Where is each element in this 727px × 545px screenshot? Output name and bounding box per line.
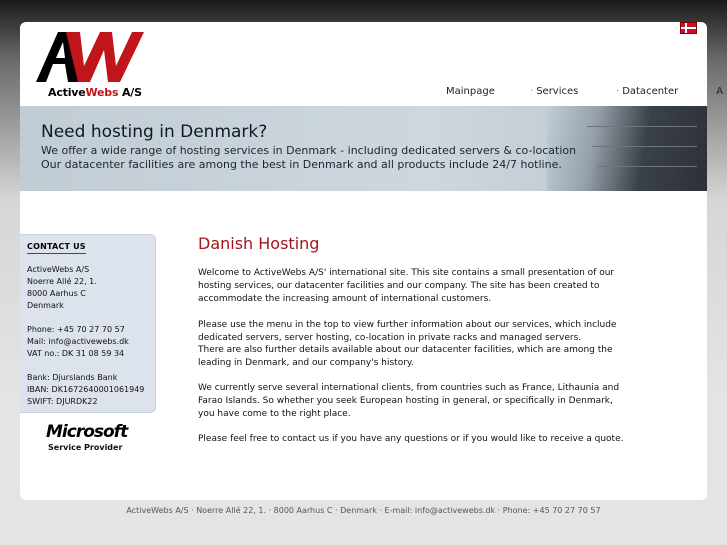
content-line: leading in Denmark, and our company's history. — [198, 358, 414, 368]
content-line: Welcome to ActiveWebs A/S' international site. This site contains a small presentation of our — [198, 268, 615, 278]
nav-datacenter[interactable]: · Datacenter — [616, 86, 679, 97]
page-heading: Danish Hosting — [198, 234, 320, 253]
content-line: Farao Islands. So whether you seek European hosting in general, or specifically in Denmark, — [198, 396, 613, 406]
microsoft-logo: Microsoft — [46, 422, 128, 442]
contact-line: ActiveWebs A/S — [27, 265, 90, 274]
contact-phone: Phone: +45 70 27 70 57 — [27, 325, 125, 334]
contact-iban: IBAN: DK1672640001061949 — [27, 385, 145, 394]
contact-mail[interactable]: Mail: info@activewebs.dk — [27, 337, 129, 346]
content-line: Please feel free to contact us if you have any questions or if you would like to receive a quote. — [198, 434, 624, 444]
content-line: We currently serve several international clients, from countries such as France, Lithaunia and — [198, 383, 620, 393]
banner-title: Need hosting in Denmark? — [41, 122, 268, 142]
nav-services[interactable]: · Services — [530, 86, 579, 97]
hero-banner — [20, 106, 707, 191]
contact-title: CONTACT US — [27, 242, 86, 254]
nav-separator: · — [616, 86, 620, 97]
main-nav — [20, 86, 724, 102]
contact-vat: VAT no.: DK 31 08 59 34 — [27, 349, 125, 358]
content-line: There are also further details available about our datacenter facilities, which are among the — [198, 345, 613, 355]
content-line: Please use the menu in the top to view further information about our services, which include — [198, 320, 617, 330]
contact-line: 8000 Aarhus C — [27, 289, 86, 298]
banner-text-line: Our datacenter facilities are among the best in Denmark and all products include 24/7 hotline. — [41, 158, 562, 171]
danish-flag-icon[interactable] — [680, 22, 697, 34]
content-line: accommodate the increasing amount of international customers. — [198, 294, 492, 304]
logo-wordmark: ActiveWebs A/S — [48, 86, 142, 99]
contact-line: Denmark — [27, 301, 64, 310]
nav-separator: · — [710, 86, 714, 97]
banner-text-line: We offer a wide range of hosting services in Denmark - including dedicated servers & co-location — [41, 144, 577, 157]
contact-line: Noerre Allé 22, 1. — [27, 277, 97, 286]
footer-address: ActiveWebs A/S · Noerre Allé 22, 1. · 8000 Aarhus C · Denmark · E-mail: info@activewebs.dk · Phone: +45 70 27 70 57 — [126, 506, 601, 515]
nav-mainpage[interactable]: Mainpage — [446, 86, 495, 97]
nav-about-truncated[interactable]: · A — [710, 86, 724, 97]
content-line: hosting services, our datacenter facilities and our company. The site has been created to — [198, 281, 600, 291]
page-frame — [20, 22, 724, 500]
contact-swift: SWIFT: DJURDK22 — [27, 397, 98, 406]
contact-bank: Bank: Djurslands Bank — [27, 373, 118, 382]
content-line: dedicated servers, server hosting, co-location in private racks and managed servers. — [198, 333, 582, 343]
content-line: you have come to the right place. — [198, 409, 351, 419]
service-provider-label: Service Provider — [48, 443, 123, 452]
nav-separator: · — [530, 86, 534, 97]
contact-box — [20, 234, 156, 413]
